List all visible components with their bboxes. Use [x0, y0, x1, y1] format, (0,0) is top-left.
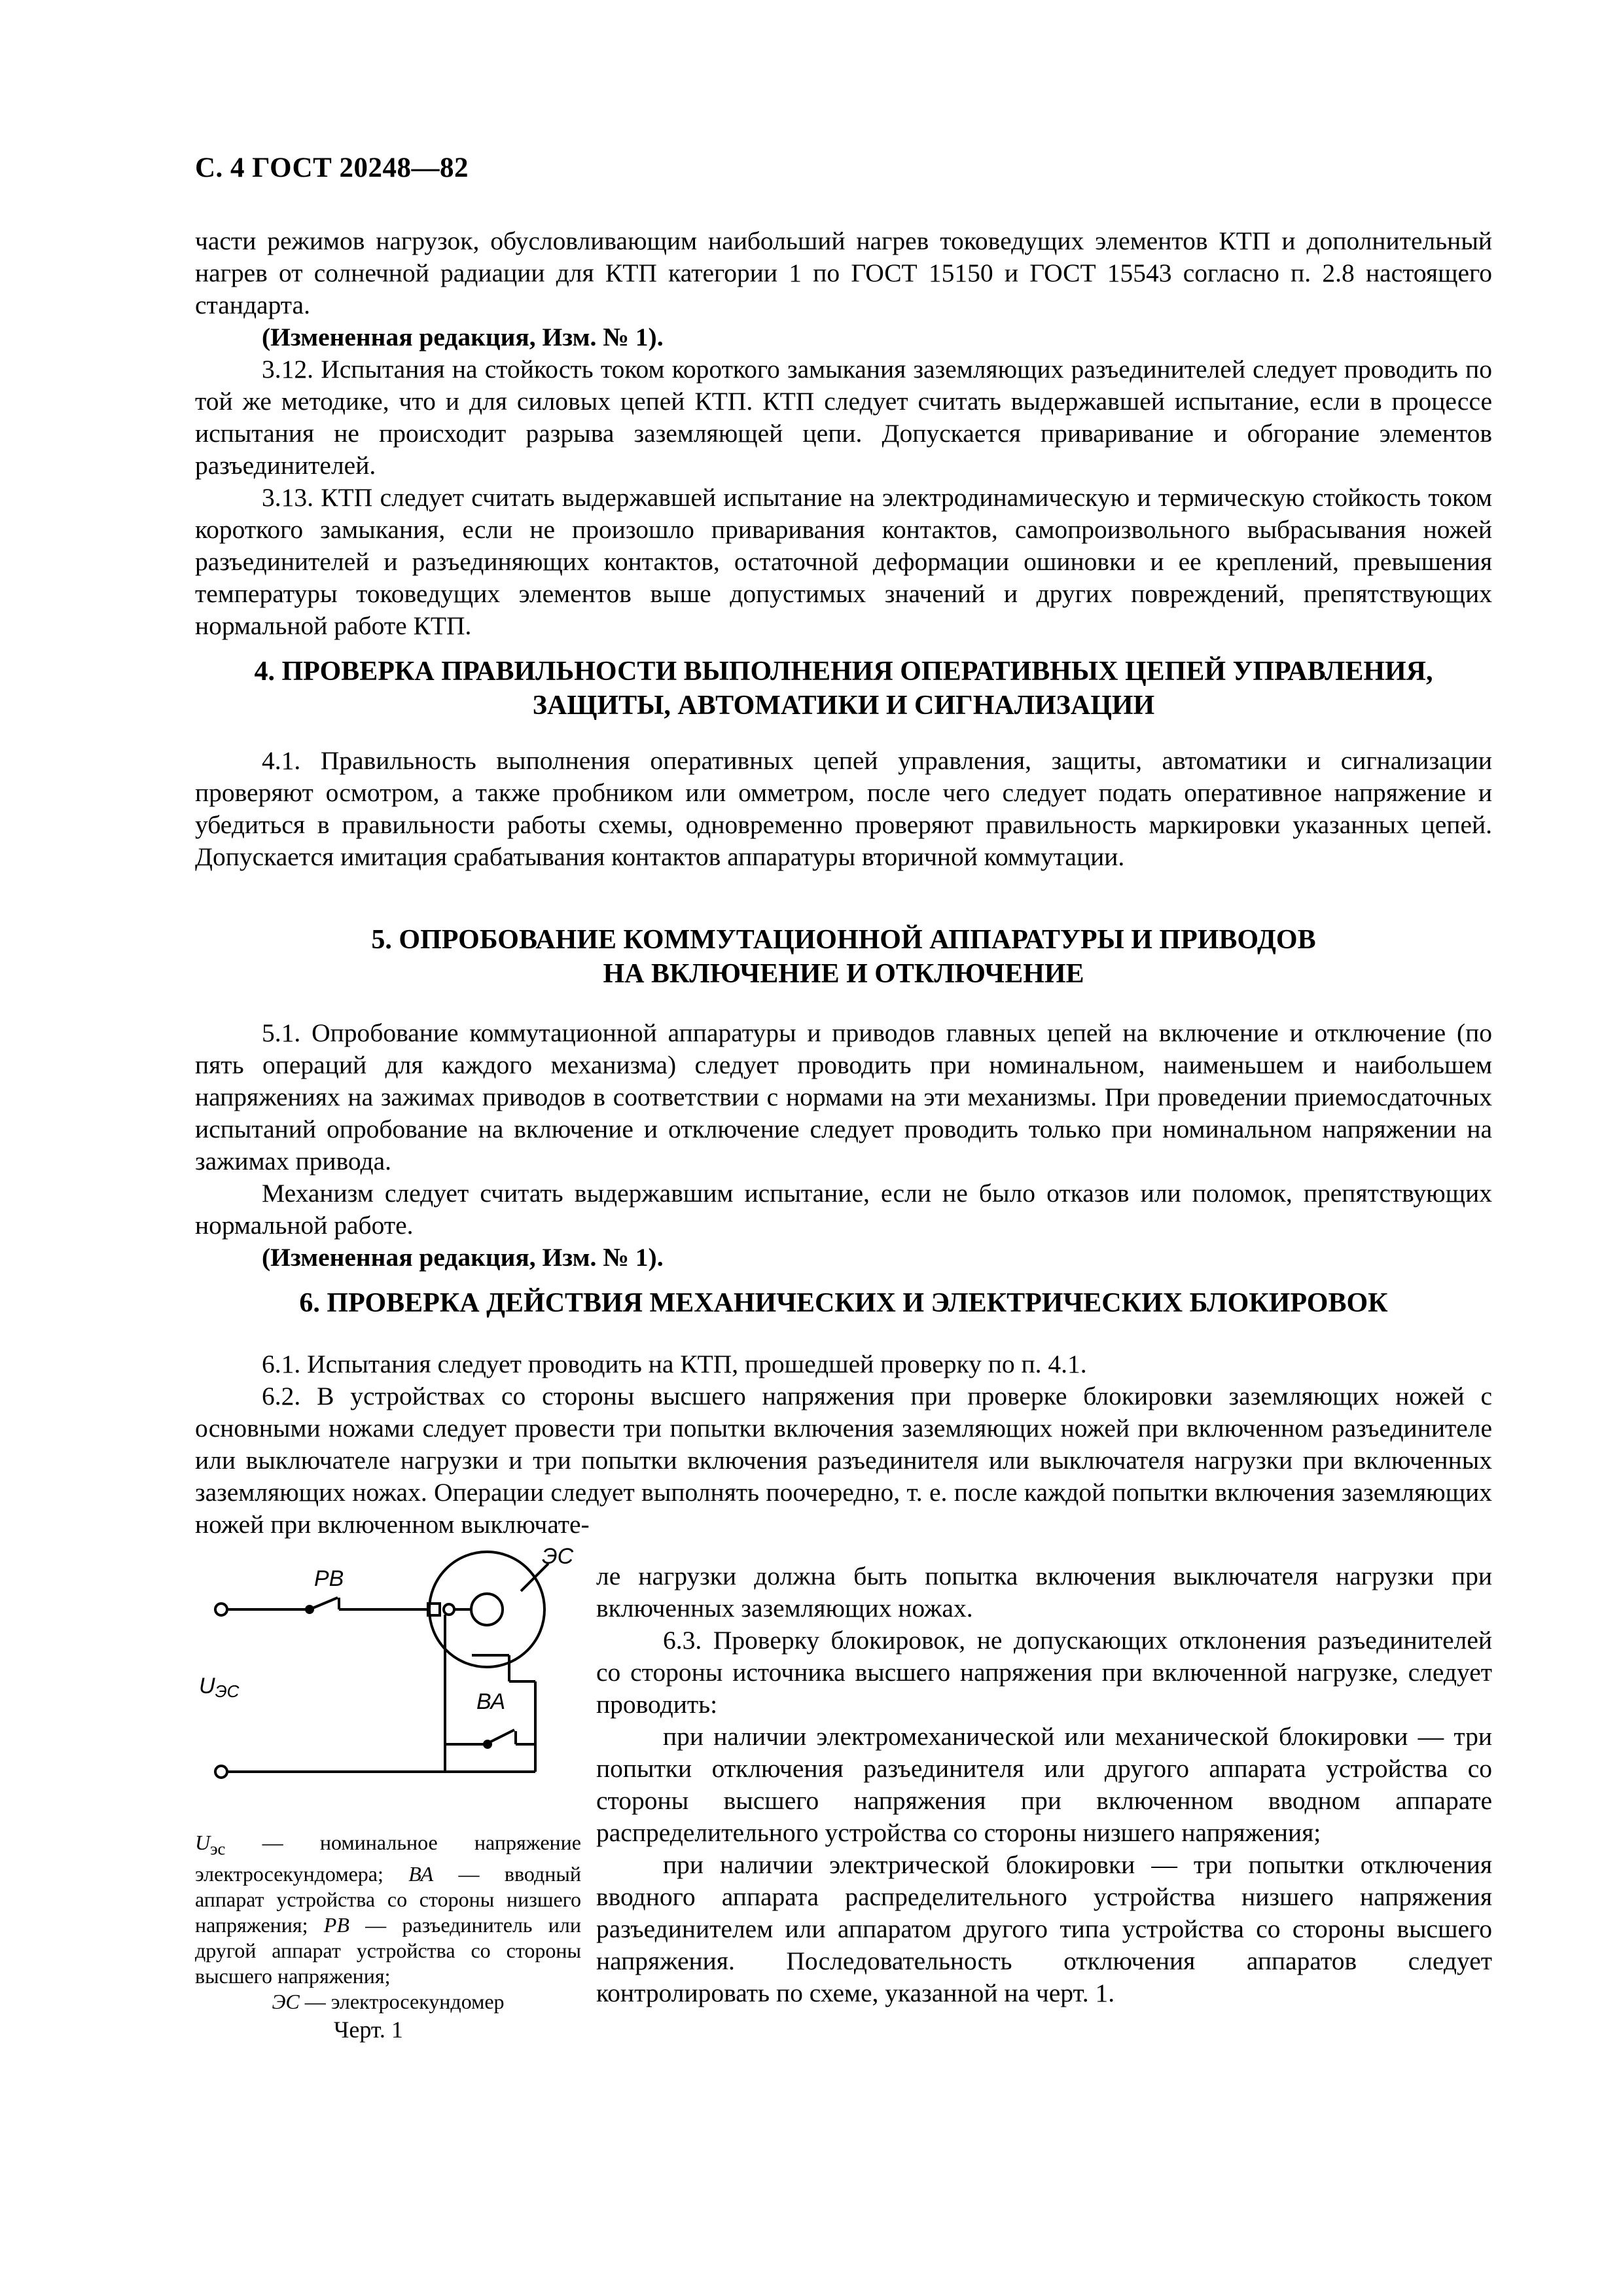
terminal-top	[215, 1604, 227, 1615]
paragraph-4-1: 4.1. Правильность выполнения оперативных цепей управления, защиты, автоматики и сигнализации проверяют осмотром, а также пробником или омметром, после чего следует подать оперативное напряжение и убедиться в правильности работы схемы, одновременно проверяют правильность маркировки указанных цепей. Допускается имитация срабатывания контактов аппаратуры вторичной коммутации.	[195, 746, 1492, 871]
label-u: UЭС	[199, 1674, 240, 1701]
paragraph-6-2-continued: ле нагрузки должна быть попытка включения выключателя нагрузки при включенных заземляющих ножах.	[596, 1562, 1492, 1623]
caption-u: $U_{эс}$	[195, 1831, 226, 1859]
paragraph-6-3: 6.3. Проверку блокировок, не допускающих отклонения разъединителей со стороны источника высшего напряжения при включенной нагрузке, следует проводить:	[596, 1626, 1492, 1719]
intro-block	[195, 225, 1492, 642]
label-rv: РВ	[314, 1566, 344, 1591]
page-header: С. 4 ГОСТ 20248—82	[195, 152, 469, 183]
figure-caption: $U_{эс}$ — номинальное напряжение электросекундомера; ВА — вводный аппарат устройства со стороны низшего напряжения; РВ — разъединитель или другой аппарат устройства со стороны высшего напряжения; ЭС — электросекундомер	[195, 1831, 582, 2014]
section-5	[195, 923, 1492, 991]
switch-ba-blade	[490, 1730, 514, 1742]
section-4-body	[195, 745, 1492, 873]
section-4	[195, 655, 1492, 723]
paragraph-5-1: 5.1. Опробование коммутационной аппаратуры и приводов главных цепей на включение и отключение (по пять операций для каждого механизма) следует проводить при номинальном, наименьшем и наибольшем напряжениях на зажимах приводов в соответствии с нормами на эти механизмы. При проведении приемосдаточных испытаний опробование на включение и отключение следует проводить только при номинальном напряжении на зажимах привода.	[195, 1018, 1492, 1175]
electrosecond-meter-outline	[429, 1552, 544, 1667]
section-4-heading-line2: ЗАЩИТЫ, АВТОМАТИКИ И СИГНАЛИЗАЦИИ	[532, 691, 1155, 721]
section-6-heading: 6. ПРОВЕРКА ДЕЙСТВИЯ МЕХАНИЧЕСКИХ И ЭЛЕКТРИЧЕСКИХ БЛОКИРОВОК	[299, 1288, 1388, 1318]
paragraph-6-3-item-2: при наличии электрической блокировки — три попытки отключения вводного аппарата распределительного устройства низшего напряжения разъединителем или аппаратом другого типа устройства со стороны высшего напряжения. Последовательность отключения аппаратов следует контролировать по схеме, указанной на черт. 1.	[596, 1850, 1492, 2007]
section-6	[195, 1286, 1492, 1320]
switch-rv-blade	[310, 1598, 338, 1609]
circuit-diagram	[195, 1541, 581, 1829]
paragraph-3-12: 3.12. Испытания на стойкость током короткого замыкания заземляющих разъединителей следует проводить по той же методике, что и для силовых цепей КТП. КТП следует считать выдержавшей испытание, если в процессе испытания не происходит разрыва заземляющей цепи. Допускается приваривание и обгорание элементов разъединителей.	[195, 355, 1492, 480]
section-6-right-column	[596, 1560, 1492, 2009]
label-ba: ВА	[476, 1689, 506, 1714]
amendment-note: (Измененная редакция, Изм. № 1).	[262, 323, 664, 351]
section-5-heading-line1: 5. ОПРОБОВАНИЕ КОММУТАЦИОННОЙ АППАРАТУРЫ И ПРИВОДОВ	[371, 925, 1316, 955]
paragraph-5-2: Механизм следует считать выдержавшим испытание, если не было отказов или поломок, препятствующих нормальной работе.	[195, 1179, 1492, 1240]
section-6-body	[195, 1348, 1492, 1541]
clock-node	[444, 1604, 454, 1615]
figure-label: Черт. 1	[334, 2017, 403, 2043]
amendment-note: (Измененная редакция, Изм. № 1).	[262, 1243, 664, 1272]
clock-dial	[471, 1594, 503, 1625]
paragraph-6-3-item-1: при наличии электромеханической или механической блокировки — три попытки отключения разъединителя или другого аппарата устройства со стороны высшего напряжения при включенном вводном аппарате распределительного устройства со стороны низшего напряжения;	[596, 1722, 1492, 1847]
terminal-bottom	[215, 1766, 227, 1778]
section-5-heading-line2: НА ВКЛЮЧЕНИЕ И ОТКЛЮЧЕНИЕ	[603, 959, 1084, 989]
paragraph-3-13: 3.13. КТП следует считать выдержавшей испытание на электродинамическую и термическую стойкость током короткого замыкания, если не произошло приваривания контактов, самопроизвольного выбрасывания ножей разъединителей и разъединяющих контактов, остаточной деформации ошиновки и ее креплений, превышения температуры токоведущих элементов выше допустимых значений и других повреждений, препятствующих нормальной работе КТП.	[195, 483, 1492, 640]
paragraph-6-1: 6.1. Испытания следует проводить на КТП, прошедшей проверку по п. 4.1.	[262, 1350, 1087, 1378]
paragraph-6-2: 6.2. В устройствах со стороны высшего напряжения при проверке блокировки заземляющих ножей с основными ножами следует провести три попытки включения заземляющих ножей при включенном разъединителе или выключателе нагрузки и три попытки включения разъединителя или выключателя нагрузки при включенных заземляющих ножах. Операции следует выполнять поочередно, т. е. после каждой попытки включения заземляющих ножей при включенном выключате-	[195, 1382, 1492, 1539]
section-5-body	[195, 1017, 1492, 1274]
paragraph: части режимов нагрузок, обусловливающим наибольший нагрев токоведущих элементов КТП и дополнительный нагрев от солнечной радиации для КТП категории 1 по ГОСТ 15150 и ГОСТ 15543 согласно п. 2.8 настоящего стандарта.	[195, 226, 1492, 319]
section-4-heading-line1: 4. ПРОВЕРКА ПРАВИЛЬНОСТИ ВЫПОЛНЕНИЯ ОПЕРАТИВНЫХ ЦЕПЕЙ УПРАВЛЕНИЯ,	[254, 656, 1433, 687]
label-es: ЭС	[542, 1544, 574, 1569]
